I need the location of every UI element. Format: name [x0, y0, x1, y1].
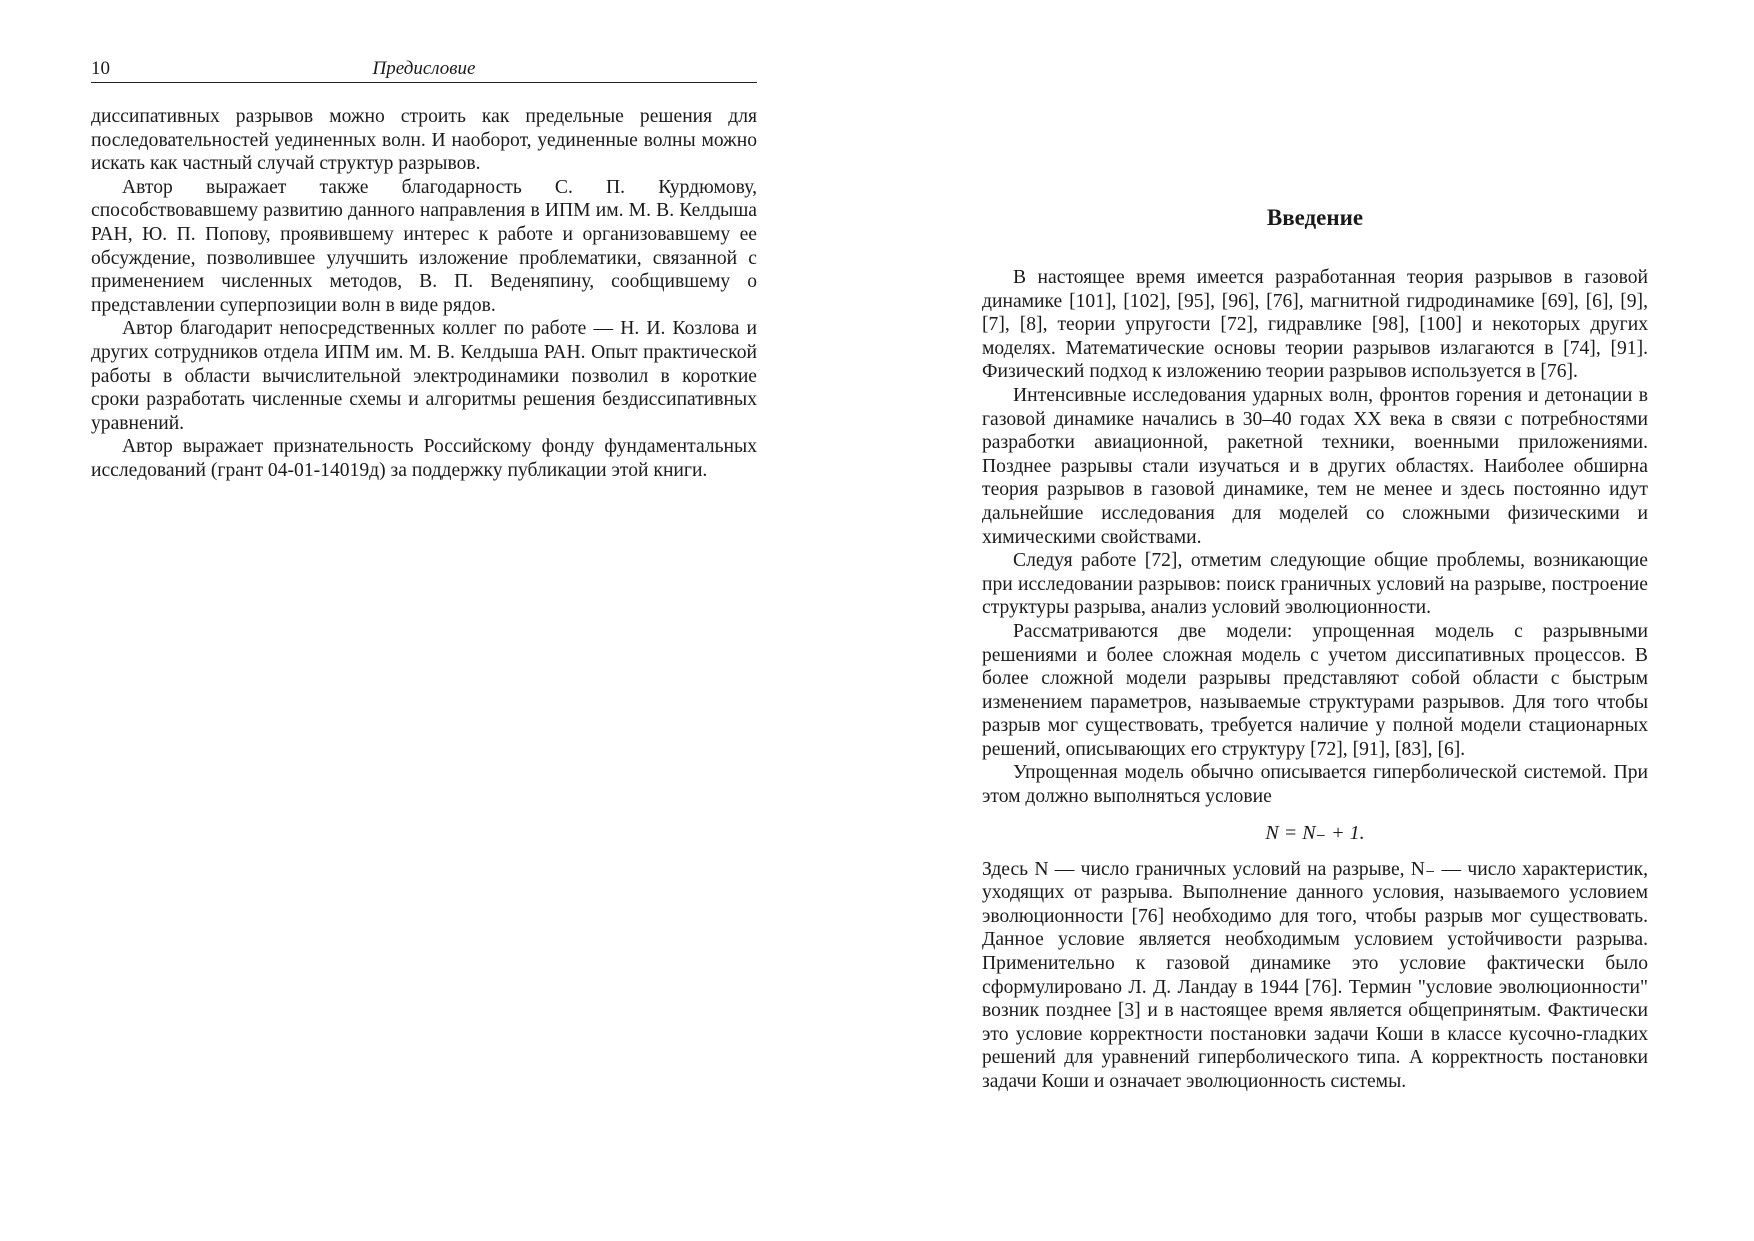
running-title: Предисловие [372, 58, 476, 79]
paragraph: Рассматриваются две модели: упрощенная модель с разрывными решениями и более сложная модель с учетом диссипативных процессов. В более сложной модели разрывы представляют собой области с быстрым изменением параметров, называемые структурами разрывов. Для того чтобы разрыв мог существовать, требуется наличие у полной модели стационарных решений, описывающих его структуру [72], [91], [83], [6]. [982, 620, 1648, 760]
paragraph: Автор выражает также благодарность С. П. Курдюмову, способствовавшему развитию данного направления в ИПМ им. М. В. Келдыша РАН, Ю. П. Попову, проявившему интерес к работе и организовавшему ее обсуждение, позволившее улучшить изложение проблематики, связанной с применением численных методов, В. П. Веденяпину, сообщившему о представлении суперпозиции волн в виде рядов. [91, 176, 757, 316]
preface-text [91, 105, 757, 483]
paragraph: диссипативных разрывов можно строить как предельные решения для последовательностей уединенных волн. И наоборот, уединенные волны можно искать как частный случай структур разрывов. [91, 106, 757, 175]
chapter-title: Введение [1266, 205, 1364, 230]
page-number: 10 [91, 58, 110, 79]
paragraph: Упрощенная модель обычно описывается гиперболической системой. При этом должно выполняться условие [982, 762, 1648, 808]
running-head [91, 56, 757, 83]
paragraph: Здесь N — число граничных условий на разрыве, N₋ — число характеристик, уходящих от разрыва. Выполнение данного условия, называемого условием эволюционности [76] необходимо для того, чтобы разрыв мог существовать. Данное условие является необходимым условием устойчивости разрыва. Применительно к газовой динамике это условие фактически было сформулировано Л. Д. Ландау в 1944 [76]. Термин "условие эволюционности" возник позднее [3] и в настоящее время является общепринятым. Фактически это условие корректности постановки задачи Коши в классе кусочно-гладких решений для уравнений гиперболического типа. А корректность постановки задачи Коши и означает эволюционность системы. [982, 858, 1648, 1092]
paragraph: В настоящее время имеется разработанная теория разрывов в газовой динамике [101], [102], [95], [96], [76], магнитной гидродинамике [69], [6], [9], [7], [8], теории упругости [72], гидравлике [98], [100] и некоторых других моделях. Математические основы теории разрывов излагаются в [74], [91]. Физический подход к изложению теории разрывов используется в [76]. [982, 267, 1648, 383]
paragraph: Автор выражает признательность Российскому фонду фундаментальных исследований (грант 04-01-14019д) за поддержку публикации этой книги. [91, 436, 757, 481]
paragraph: Интенсивные исследования ударных волн, фронтов горения и детонации в газовой динамике начались в 30–40 годах XX века в связи с потребностями разработки авиационной, ракетной техники, военными приложениями. Позднее разрывы стали изучаться и в других областях. Наиболее обширна теория разрывов в газовой динамике, тем не менее и здесь постоянно идут дальнейшие исследования для моделей со сложными физическими и химическими свойствами. [982, 384, 1648, 548]
formula: N = N₋ + 1. [1265, 821, 1365, 844]
paragraph: Автор благодарит непосредственных коллег по работе — Н. И. Козлова и других сотрудников отдела ИПМ им. М. В. Келдыша РАН. Опыт практической работы в области вычислительной электродинамики позволил в короткие сроки разработать численные схемы и алгоритмы решения бездиссипативных уравнений. [91, 318, 757, 434]
right-page [982, 0, 1648, 1241]
introduction-text [982, 266, 1648, 1094]
left-page [91, 0, 757, 1241]
paragraph: Следуя работе [72], отметим следующие общие проблемы, возникающие при исследовании разрывов: поиск граничных условий на разрыве, построение структуры разрыва, анализ условий эволюционности. [982, 550, 1648, 619]
